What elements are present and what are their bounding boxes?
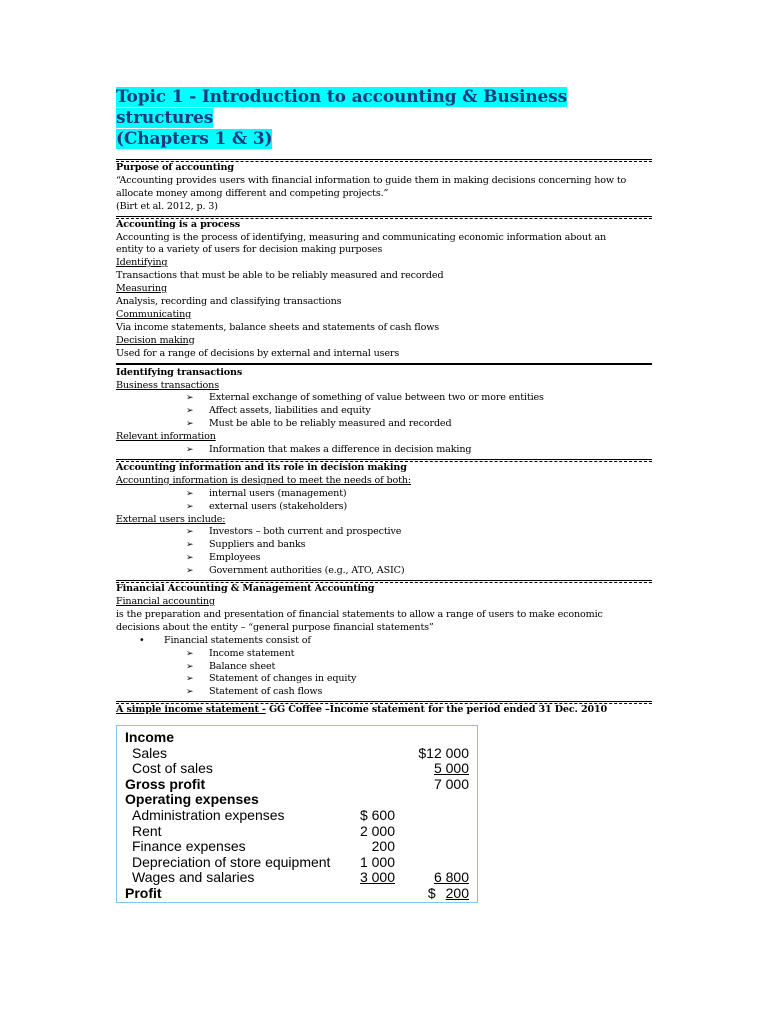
document-body [116,87,652,717]
table-row: Finance expenses 200 [132,838,395,855]
list-item: ➢ Statement of cash flows [116,686,652,699]
transactions-heading: Identifying transactions [116,366,243,378]
process-definition-cont: entity to a variety of users for decision making purposes [116,244,383,256]
decision-label: Decision making [116,334,195,346]
identifying-text: Transactions that must be able to be reliably measured and recorded [116,270,444,282]
table-row: Rent 2 000 [132,822,395,839]
communicating-label: Communicating [116,308,192,320]
business-transactions-label: Business transactions [116,379,219,391]
table-row: Sales $12 000 [132,744,469,761]
divider [116,159,652,160]
purpose-quote-cont: allocate money among different and competing projects.” [116,187,389,199]
table-row: Gross profit 7 000 [125,775,469,792]
relevant-information-label: Relevant information [116,431,216,443]
decision-text: Used for a range of decisions by external and internal users [116,347,400,359]
table-row: Profit $ 200 [125,884,469,901]
purpose-quote: “Accounting provides users with financial information to guide them in making decisions concerning how to [116,174,627,186]
list-item: ➢ Information that makes a difference in decision making [116,444,652,457]
financial-accounting-label: Financial accounting [116,596,215,607]
list-item: ➢ Balance sheet [116,661,652,674]
divider [116,216,652,217]
list-item: • Financial statements consist of [116,635,652,648]
list-item: ➢ internal users (management) [116,488,652,501]
process-definition: Accounting is the process of identifying, measuring and communicating economic information about an [116,231,607,243]
table-row: Administration expenses $ 600 [132,806,395,823]
purpose-citation: (Birt et al. 2012, p. 3) [116,200,218,212]
purpose-heading: Purpose of accounting [116,162,234,173]
table-row: Income [125,729,175,745]
divider [116,459,652,460]
list-item: ➢ Suppliers and banks [116,539,652,552]
simple-income-statement-heading: A simple income statement - GG Coffee –Income statement for the period ended 31 Dec. 2010 [116,704,608,716]
list-item: ➢ Affect assets, liabilities and equity [116,405,652,418]
role-heading: Accounting information and its role in decision making [116,461,407,473]
list-item: ➢ Investors – both current and prospective [116,526,652,539]
list-item: ➢ external users (stakeholders) [116,501,652,514]
identifying-label: Identifying [116,257,168,269]
divider [116,363,652,365]
finmgmt-heading: Financial Accounting & Management Accounting [116,583,375,595]
financial-accounting-definition-cont: decisions about the entity – “general purpose financial statements” [116,621,434,633]
list-item: ➢ Income statement [116,648,652,661]
list-item: ➢ Statement of changes in equity [116,673,652,686]
external-users-label: External users include: [116,513,226,525]
list-item: ➢ External exchange of something of value between two or more entities [116,392,652,405]
table-row: Depreciation of store equipment 1 000 [132,853,395,870]
measuring-label: Measuring [116,283,167,295]
designed-label: Accounting information is designed to meet the needs of both: [116,474,411,486]
income-statement-table [116,725,478,903]
process-heading: Accounting is a process [116,218,240,230]
table-row: Cost of sales 5 000 [132,760,469,777]
divider [116,701,652,702]
list-item: ➢ Government authorities (e.g., ATO, ASIC) [116,565,652,578]
financial-accounting-definition: is the preparation and presentation of financial statements to allow a range of users to make economic [116,608,603,620]
communicating-text: Via income statements, balance sheets and statements of cash flows [116,321,440,333]
measuring-text: Analysis, recording and classifying transactions [116,296,342,308]
list-item: ➢ Employees [116,552,652,565]
table-row: Operating expenses [125,791,259,808]
page-title: Topic 1 - Introduction to accounting & Business structures (Chapters 1 & 3) [116,87,568,149]
divider [116,580,652,581]
table-row: Wages and salaries 3 000 6 800 [132,869,469,886]
list-item: ➢ Must be able to be reliably measured and recorded [116,418,652,431]
